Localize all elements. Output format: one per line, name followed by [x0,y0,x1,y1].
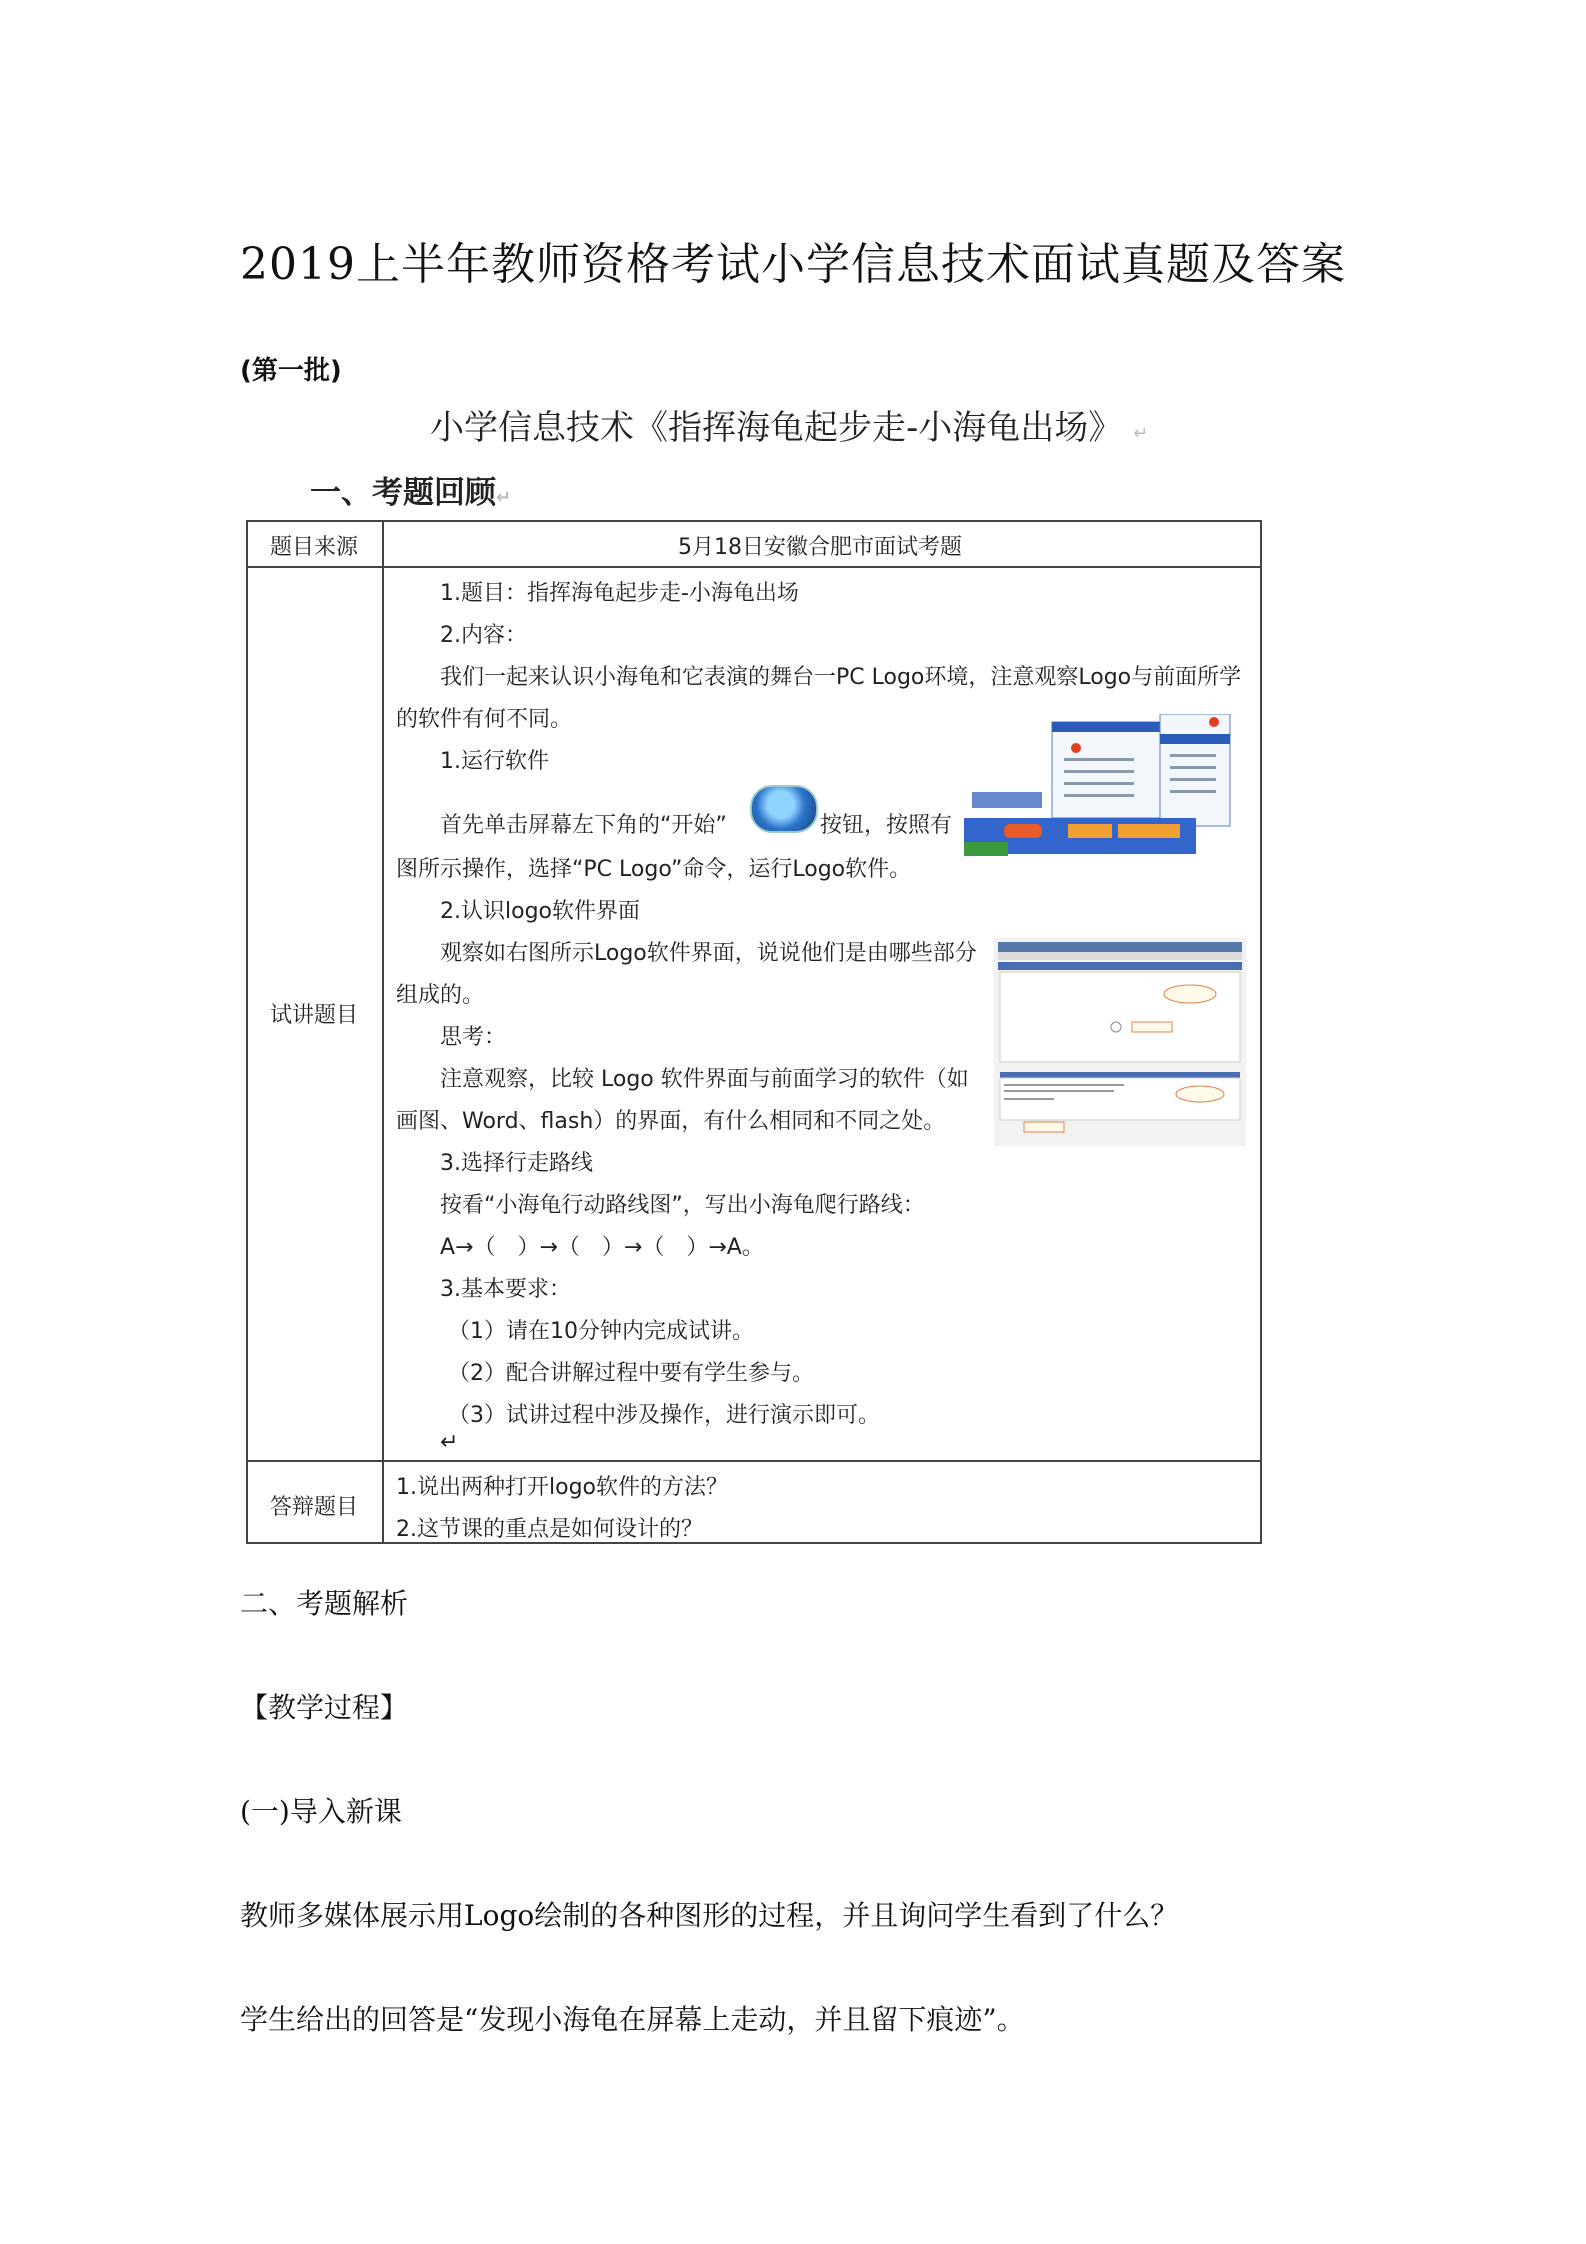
lecture-line: 我们一起来认识小海龟和它表演的舞台一PC Logo环境，注意观察Logo与前面所学 [440,665,1242,690]
lecture-line: 3.选择行走路线 [440,1151,593,1176]
lecture-line: 注意观察，比较 Logo 软件界面与前面学习的软件（如 [440,1067,969,1092]
lecture-line: 1.运行软件 [440,749,549,774]
paragraph-mark: ↵ [440,1430,459,1455]
lecture-line: 图所示操作，选择“PC Logo”命令，运行Logo软件。 [396,857,912,882]
row-lecture-label: 试讲题目 [270,1003,359,1028]
row-source-label: 题目来源 [270,535,359,560]
lecture-line: 1.题目：指挥海龟起步走-小海龟出场 [440,581,799,606]
windows-start-orb-icon [750,785,818,833]
paragraph: 教师多媒体展示用Logo绘制的各种图形的过程，并且询问学生看到了什么？ [240,1899,1179,1932]
lecture-line: 3.基本要求： [440,1277,571,1302]
batch-label: (第一批) [240,356,342,386]
row-source-value: 5月18日安徽合肥市面试考题 [678,535,962,560]
start-menu-screenshot [964,714,1234,860]
lecture-line: （3）试讲过程中涉及操作，进行演示即可。 [448,1403,880,1428]
page-title: 2019上半年教师资格考试小学信息技术面试真题及答案 [240,239,1346,290]
lecture-line: 首先单击屏幕左下角的“开始” [440,813,727,838]
lecture-line: 的软件有何不同。 [396,707,573,732]
lecture-line: 思考： [440,1025,507,1050]
lecture-line: （2）配合讲解过程中要有学生参与。 [448,1361,814,1386]
teaching-process-heading: 【教学过程】 [240,1691,409,1724]
lecture-line: 按看“小海龟行动路线图”，写出小海龟爬行路线： [440,1193,925,1218]
paragraph: 学生给出的回答是“发现小海龟在屏幕上走动，并且留下痕迹”。 [240,2003,1025,2036]
lecture-line: （1）请在10分钟内完成试讲。 [448,1319,754,1344]
lecture-line: 观察如右图所示Logo软件界面，说说他们是由哪些部分 [440,941,977,966]
lecture-line: A→（ ）→（ ）→（ ）→A。 [440,1235,764,1260]
lecture-line: 组成的。 [396,983,485,1008]
intro-heading: (一)导入新课 [240,1795,402,1828]
section-heading-analysis: 二、考题解析 [240,1587,409,1620]
defense-line: 2.这节课的重点是如何设计的？ [396,1517,703,1542]
defense-line: 1.说出两种打开logo软件的方法？ [396,1475,728,1500]
row-defense-label: 答辩题目 [270,1495,359,1520]
lecture-line: 2.内容： [440,623,527,648]
lesson-subtitle: 小学信息技术《指挥海龟起步走-小海龟出场》 ↵ [430,408,1149,448]
lecture-line: 按钮，按照有 [820,813,953,838]
logo-window-screenshot [994,938,1246,1146]
lecture-line: 2.认识logo软件界面 [440,899,640,924]
lecture-line: 画图、Word、flash）的界面，有什么相同和不同之处。 [396,1109,946,1134]
section-heading-review: 一、考题回顾↵ [310,475,512,511]
